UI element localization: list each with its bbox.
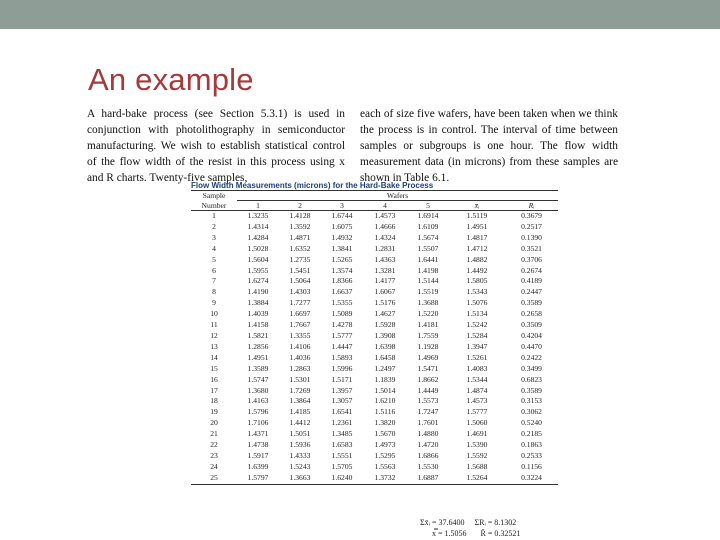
value-cell: 1.4333 xyxy=(289,450,311,460)
value-cell: 0.1863 xyxy=(521,440,542,450)
sample-number-cell: 4 xyxy=(212,243,216,253)
value-cell: 1.5917 xyxy=(247,450,269,460)
value-cell: 0.6823 xyxy=(521,374,542,384)
value-cell: 1.4449 xyxy=(417,385,439,395)
col-header-xbar: x̄ᵢ xyxy=(449,201,505,211)
value-cell: 0.3521 xyxy=(521,243,542,253)
value-cell: 1.5265 xyxy=(331,254,353,264)
mean-range: R̄ = 0.32521 xyxy=(480,529,521,538)
value-cell: 1.5893 xyxy=(331,352,353,362)
value-cell: 0.3224 xyxy=(505,473,558,484)
value-cell: 1.5028 xyxy=(247,243,269,253)
table-row xyxy=(191,255,558,266)
table-row xyxy=(191,211,558,222)
value-cell: 1.7277 xyxy=(289,298,311,308)
value-cell: 1.5777 xyxy=(331,330,353,340)
table-row xyxy=(191,222,558,233)
value-cell: 1.6887 xyxy=(407,473,449,484)
value-cell: 1.5928 xyxy=(374,320,396,330)
value-cell: 1.5747 xyxy=(247,374,269,384)
value-cell: 0.3062 xyxy=(521,407,542,417)
value-cell: 1.6109 xyxy=(417,221,439,231)
value-cell: 1.5797 xyxy=(237,473,279,484)
table-row xyxy=(191,418,558,429)
value-cell: 1.5242 xyxy=(466,320,488,330)
value-cell: 1.5674 xyxy=(417,232,439,242)
value-cell: 1.6697 xyxy=(289,309,311,319)
value-cell: 1.3680 xyxy=(247,385,269,395)
value-cell: 1.4738 xyxy=(247,440,269,450)
sample-number-cell: 23 xyxy=(210,450,218,460)
value-cell: 1.8366 xyxy=(331,276,353,286)
value-cell: 1.4036 xyxy=(289,352,311,362)
sample-number-cell: 17 xyxy=(210,385,218,395)
value-cell: 1.5264 xyxy=(449,473,505,484)
table-row xyxy=(191,440,558,451)
top-accent-bar xyxy=(0,0,720,29)
totals-row-means xyxy=(420,528,565,539)
sum-xbar: Σx̄ᵢ = 37.6400 xyxy=(420,518,465,527)
value-cell: 1.4371 xyxy=(247,429,269,439)
value-cell: 1.4874 xyxy=(466,385,488,395)
value-cell: 1.4951 xyxy=(247,352,269,362)
value-cell: 1.4882 xyxy=(466,254,488,264)
value-cell: 1.5119 xyxy=(466,211,488,220)
value-cell: 1.3281 xyxy=(374,265,396,275)
value-cell: 1.5089 xyxy=(331,309,353,319)
value-cell: 1.4083 xyxy=(466,363,488,373)
value-cell: 1.4284 xyxy=(247,232,269,242)
value-cell: 1.4973 xyxy=(374,440,396,450)
value-cell: 1.4627 xyxy=(374,309,396,319)
value-cell: 1.2735 xyxy=(289,254,311,264)
value-cell: 1.4666 xyxy=(374,221,396,231)
data-table xyxy=(191,190,558,485)
value-cell: 1.4712 xyxy=(466,243,488,253)
value-cell: 1.5243 xyxy=(289,461,311,471)
value-cell: 1.5176 xyxy=(374,298,396,308)
value-cell: 0.5240 xyxy=(521,418,542,428)
col-header: 5 xyxy=(407,201,449,211)
value-cell: 1.4691 xyxy=(466,429,488,439)
value-cell: 1.3841 xyxy=(331,243,353,253)
value-cell: 1.4039 xyxy=(247,309,269,319)
table-row xyxy=(191,451,558,462)
value-cell: 1.6914 xyxy=(417,211,439,220)
value-cell: 1.5530 xyxy=(417,461,439,471)
table-row xyxy=(191,353,558,364)
sample-number-cell: 22 xyxy=(210,440,218,450)
value-cell: 1.5355 xyxy=(331,298,353,308)
value-cell: 1.7559 xyxy=(417,330,439,340)
table-row xyxy=(191,309,558,320)
sample-number-cell: 8 xyxy=(212,287,216,297)
value-cell: 1.5551 xyxy=(331,450,353,460)
value-cell: 1.5116 xyxy=(374,407,396,417)
value-cell: 1.4363 xyxy=(374,254,396,264)
value-cell: 1.5563 xyxy=(374,461,396,471)
totals-row-sums xyxy=(420,517,565,528)
value-cell: 1.1928 xyxy=(417,341,439,351)
table-row xyxy=(191,462,558,473)
sample-number-cell: 7 xyxy=(212,276,216,286)
value-cell: 1.3485 xyxy=(331,429,353,439)
value-cell: 1.4412 xyxy=(289,418,311,428)
value-cell: 1.4720 xyxy=(417,440,439,450)
sample-number-cell: 25 xyxy=(191,473,237,484)
value-cell: 1.6744 xyxy=(331,211,353,220)
value-cell: 1.5955 xyxy=(247,265,269,275)
value-cell: 1.6398 xyxy=(374,341,396,351)
value-cell: 1.1839 xyxy=(374,374,396,384)
wafers-header: Wafers xyxy=(237,191,558,201)
value-cell: 1.3884 xyxy=(247,298,269,308)
value-cell: 1.5060 xyxy=(466,418,488,428)
sample-number-cell: 1 xyxy=(212,211,216,220)
value-cell: 0.1156 xyxy=(521,461,542,471)
value-cell: 1.2856 xyxy=(247,341,269,351)
value-cell: 1.8662 xyxy=(417,374,439,384)
sample-number-cell: 6 xyxy=(212,265,216,275)
sample-number-cell: 20 xyxy=(210,418,218,428)
value-cell: 1.4951 xyxy=(466,221,488,231)
value-cell: 0.3589 xyxy=(521,298,542,308)
value-cell: 0.3499 xyxy=(521,363,542,373)
body-text-right: each of size five wafers, have been taken when we think the process is in control. The interval of time between samples or subgroups is one hour. The flow width measurement data (in microns) from these samples are shown in Table 6.1. xyxy=(360,108,618,184)
value-cell: 1.5284 xyxy=(466,330,488,340)
sample-number-cell: 12 xyxy=(210,330,218,340)
table-row xyxy=(191,233,558,244)
value-cell: 0.2533 xyxy=(521,450,542,460)
flow-width-table xyxy=(191,190,558,485)
value-cell: 1.3663 xyxy=(279,473,321,484)
sample-number-cell: 13 xyxy=(210,341,218,351)
sample-number-cell: 16 xyxy=(210,374,218,384)
value-cell: 1.6458 xyxy=(374,352,396,362)
value-cell: 1.5171 xyxy=(331,374,353,384)
value-cell: 1.5507 xyxy=(417,243,439,253)
value-cell: 1.4314 xyxy=(247,221,269,231)
sample-number-cell: 2 xyxy=(212,221,216,231)
value-cell: 0.3509 xyxy=(521,320,542,330)
col-header: 2 xyxy=(279,201,321,211)
sample-number-cell: 19 xyxy=(210,407,218,417)
value-cell: 1.6274 xyxy=(247,276,269,286)
value-cell: 1.3864 xyxy=(289,396,311,406)
table-row xyxy=(191,320,558,331)
value-cell: 1.6441 xyxy=(417,254,439,264)
table-row xyxy=(191,298,558,309)
value-cell: 0.2447 xyxy=(521,287,542,297)
value-cell: 1.5670 xyxy=(374,429,396,439)
value-cell: 1.4163 xyxy=(247,396,269,406)
sample-number-cell: 11 xyxy=(210,320,218,330)
value-cell: 1.6583 xyxy=(331,440,353,450)
value-cell: 1.4871 xyxy=(289,232,311,242)
value-cell: 1.5344 xyxy=(466,374,488,384)
value-cell: 1.5796 xyxy=(247,407,269,417)
value-cell: 1.5777 xyxy=(466,407,488,417)
value-cell: 0.3706 xyxy=(521,254,542,264)
value-cell: 1.4324 xyxy=(374,232,396,242)
value-cell: 0.3153 xyxy=(521,396,542,406)
sample-number-cell: 3 xyxy=(212,232,216,242)
value-cell: 1.4177 xyxy=(374,276,396,286)
value-cell: 1.7106 xyxy=(247,418,269,428)
sample-number-cell: 10 xyxy=(210,309,218,319)
body-text-left: A hard-bake process (see Section 5.3.1) is used in conjunction with photolithography in semiconductor manufacturing. We wish to establish statistical control of the flow width of the resist in this process using x and R charts. Twenty-five samples, xyxy=(87,108,345,184)
value-cell: 1.7667 xyxy=(289,320,311,330)
value-cell: 1.4190 xyxy=(247,287,269,297)
value-cell: 1.4181 xyxy=(417,320,439,330)
value-cell: 1.4303 xyxy=(289,287,311,297)
value-cell: 1.2497 xyxy=(374,363,396,373)
value-cell: 1.4198 xyxy=(417,265,439,275)
value-cell: 1.6637 xyxy=(331,287,353,297)
sample-number-cell: 14 xyxy=(210,352,218,362)
value-cell: 1.5261 xyxy=(466,352,488,362)
value-cell: 1.5604 xyxy=(247,254,269,264)
value-cell: 1.5519 xyxy=(417,287,439,297)
value-cell: 1.4158 xyxy=(247,320,269,330)
value-cell: 1.4932 xyxy=(331,232,353,242)
value-cell: 1.4573 xyxy=(466,396,488,406)
value-cell: 1.4969 xyxy=(417,352,439,362)
value-cell: 1.6352 xyxy=(289,243,311,253)
sample-number-cell: 24 xyxy=(210,461,218,471)
value-cell: 1.4278 xyxy=(331,320,353,330)
value-cell: 1.5051 xyxy=(289,429,311,439)
grand-mean: x̿ = 1.5056 xyxy=(432,529,467,538)
value-cell: 1.2361 xyxy=(331,418,353,428)
value-cell: 1.3688 xyxy=(417,298,439,308)
value-cell: 1.6399 xyxy=(247,461,269,471)
table-row xyxy=(191,331,558,342)
value-cell: 1.4447 xyxy=(331,341,353,351)
value-cell: 1.5592 xyxy=(466,450,488,460)
value-cell: 1.5014 xyxy=(374,385,396,395)
value-cell: 1.5134 xyxy=(466,309,488,319)
value-cell: 1.2863 xyxy=(289,363,311,373)
value-cell: 0.2422 xyxy=(521,352,542,362)
value-cell: 1.5220 xyxy=(417,309,439,319)
col-header: 3 xyxy=(321,201,363,211)
table-row xyxy=(191,473,558,484)
sum-range: ΣRᵢ = 8.1302 xyxy=(474,518,517,527)
value-cell: 1.5471 xyxy=(417,363,439,373)
value-cell: 0.1390 xyxy=(521,232,542,242)
sample-header-top: Sample xyxy=(191,191,237,201)
value-cell: 1.4880 xyxy=(417,429,439,439)
value-cell: 1.6067 xyxy=(374,287,396,297)
value-cell: 0.2185 xyxy=(521,429,542,439)
value-cell: 1.6541 xyxy=(331,407,353,417)
table-row xyxy=(191,429,558,440)
value-cell: 0.4189 xyxy=(521,276,542,286)
sample-number-cell: 21 xyxy=(210,429,218,439)
slide-title: An example xyxy=(88,62,254,97)
value-cell: 1.5821 xyxy=(247,330,269,340)
value-cell: 1.7247 xyxy=(417,407,439,417)
value-cell: 1.4573 xyxy=(374,211,396,220)
value-cell: 1.5390 xyxy=(466,440,488,450)
table-row xyxy=(191,375,558,386)
col-header-range: Rᵢ xyxy=(505,201,558,211)
value-cell: 1.6866 xyxy=(417,450,439,460)
value-cell: 1.2831 xyxy=(374,243,396,253)
table-row xyxy=(191,364,558,375)
value-cell: 1.5076 xyxy=(466,298,488,308)
sample-number-cell: 18 xyxy=(210,396,218,406)
col-header: 1 xyxy=(237,201,279,211)
table-row xyxy=(191,386,558,397)
value-cell: 1.5936 xyxy=(289,440,311,450)
value-cell: 1.4128 xyxy=(289,211,311,220)
table-row xyxy=(191,342,558,353)
sample-number-cell: 15 xyxy=(210,363,218,373)
value-cell: 1.5301 xyxy=(289,374,311,384)
value-cell: 1.3908 xyxy=(374,330,396,340)
table-row xyxy=(191,407,558,418)
table-row xyxy=(191,244,558,255)
value-cell: 1.4185 xyxy=(289,407,311,417)
sample-header-bottom: Number xyxy=(191,201,237,211)
value-cell: 0.2517 xyxy=(521,221,542,231)
value-cell: 0.2674 xyxy=(521,265,542,275)
value-cell: 1.3589 xyxy=(247,363,269,373)
value-cell: 1.5295 xyxy=(374,450,396,460)
value-cell: 0.4204 xyxy=(521,330,542,340)
value-cell: 1.5451 xyxy=(289,265,311,275)
value-cell: 1.5705 xyxy=(331,461,353,471)
value-cell: 1.4106 xyxy=(289,341,311,351)
value-cell: 1.3947 xyxy=(466,341,488,351)
value-cell: 1.7269 xyxy=(289,385,311,395)
table-row xyxy=(191,396,558,407)
value-cell: 1.5064 xyxy=(289,276,311,286)
table-row xyxy=(191,266,558,277)
value-cell: 1.5343 xyxy=(466,287,488,297)
totals-block xyxy=(420,517,565,539)
value-cell: 1.3732 xyxy=(363,473,407,484)
table-row xyxy=(191,287,558,298)
value-cell: 1.6210 xyxy=(374,396,396,406)
value-cell: 1.3957 xyxy=(331,385,353,395)
sample-number-cell: 9 xyxy=(212,298,216,308)
value-cell: 1.5573 xyxy=(417,396,439,406)
value-cell: 1.4492 xyxy=(466,265,488,275)
value-cell: 1.3355 xyxy=(289,330,311,340)
sample-number-cell: 5 xyxy=(212,254,216,264)
value-cell: 0.2658 xyxy=(521,309,542,319)
table-row xyxy=(191,276,558,287)
value-cell: 0.3589 xyxy=(521,385,542,395)
value-cell: 0.4470 xyxy=(521,341,542,351)
value-cell: 1.5805 xyxy=(466,276,488,286)
table-title: Flow Width Measurements (microns) for the Hard-Bake Process xyxy=(191,181,434,190)
value-cell: 1.6240 xyxy=(321,473,363,484)
value-cell: 1.3574 xyxy=(331,265,353,275)
value-cell: 1.3235 xyxy=(247,211,269,220)
value-cell: 0.3679 xyxy=(521,211,542,220)
value-cell: 1.4817 xyxy=(466,232,488,242)
table-body xyxy=(191,211,558,485)
value-cell: 1.7601 xyxy=(417,418,439,428)
col-header: 4 xyxy=(363,201,407,211)
value-cell: 1.5996 xyxy=(331,363,353,373)
value-cell: 1.3820 xyxy=(374,418,396,428)
value-cell: 1.5144 xyxy=(417,276,439,286)
value-cell: 1.6075 xyxy=(331,221,353,231)
value-cell: 1.3057 xyxy=(331,396,353,406)
value-cell: 1.3592 xyxy=(289,221,311,231)
value-cell: 1.5688 xyxy=(466,461,488,471)
